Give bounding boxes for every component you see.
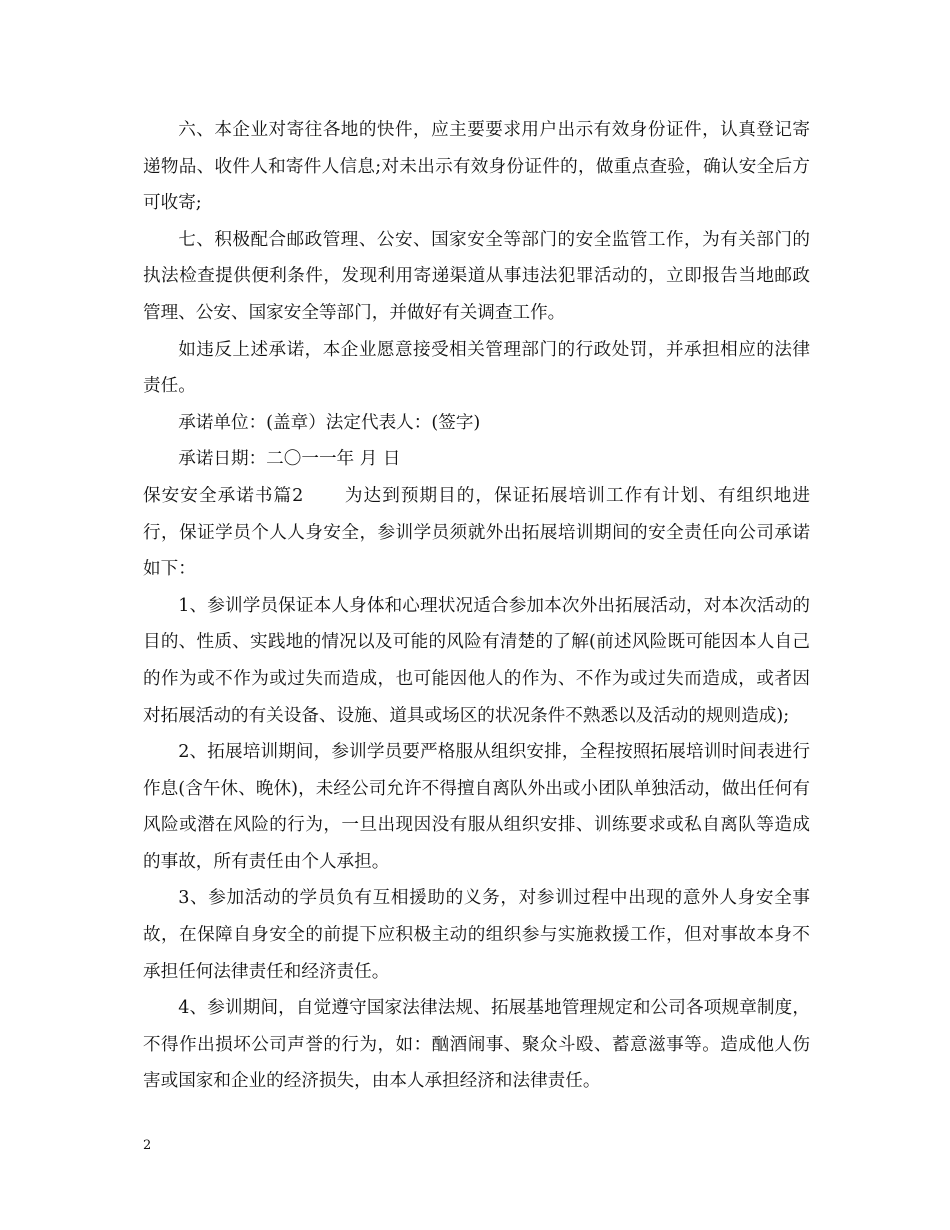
signature-line: 承诺单位：(盖章）法定代表人：(签字) — [178, 412, 481, 433]
item-3: 3、参加活动的学员负有互相援助的义务，对参训过程中出现的意外人身安全事故，在保障自身安全的前提下应积极主动的组织参与实施救援工作，但对事故本身不承担任何法律责任和经济责任。 — [143, 888, 810, 982]
item-2: 2、拓展培训期间，参训学员要严格服从组织安排，全程按照拓展培训时间表进行作息(含午休、晚休)，未经公司允许不得擅自离队外出或小团队单独活动，做出任何有风险或潜在风险的行为，一旦出现因没有服从组织安排、训练要求或私自离队等造成的事故，所有责任由个人承担。 — [143, 742, 810, 872]
date-line: 承诺日期：二〇一一年 月 日 — [178, 449, 401, 470]
paragraph-6: 六、本企业对寄往各地的快件，应主要要求用户出示有效身份证件，认真登记寄递物品、收件人和寄件人信息;对未出示有效身份证件的，做重点查验，确认安全后方可收寄; — [143, 120, 810, 214]
item-4: 4、参训期间，自觉遵守国家法律法规、拓展基地管理规定和公司各项规章制度，不得作出损坏公司声誉的行为，如：酗酒闹事、聚众斗殴、蓄意滋事等。造成他人伤害或国家和企业的经济损失，由本人承担经济和法律责任。 — [143, 998, 810, 1092]
section-2-heading-paragraph — [143, 478, 810, 588]
paragraph-7: 七、积极配合邮政管理、公安、国家安全等部门的安全监管工作，为有关部门的执法检查提供便利条件，发现利用寄递渠道从事违法犯罪活动的，立即报告当地邮政管理、公安、国家安全等部门，并做好有关调查工作。 — [143, 229, 810, 323]
page-number: 2 — [143, 1138, 152, 1153]
document-body — [143, 112, 810, 1100]
item-1: 1、参训学员保证本人身体和心理状况适合参加本次外出拓展活动，对本次活动的目的、性质、实践地的情况以及可能的风险有清楚的了解(前述风险既可能因本人自己的作为或不作为或过失而造成，也可能因他人的作为、不作为或过失而造成，或者因对拓展活动的有关设备、设施、道具或场区的状况条件不熟悉以及活动的规则造成); — [143, 595, 810, 726]
paragraph-violation: 如违反上述承诺，本企业愿意接受相关管理部门的行政处罚，并承担相应的法律责任。 — [143, 339, 810, 397]
section-2-title: 保安安全承诺书篇2 — [143, 485, 304, 506]
section-2-intro: 为达到预期目的，保证拓展培训工作有计划、有组织地进行，保证学员个人人身安全，参训学员须就外出拓展培训期间的安全责任向公司承诺如下： — [143, 485, 810, 580]
